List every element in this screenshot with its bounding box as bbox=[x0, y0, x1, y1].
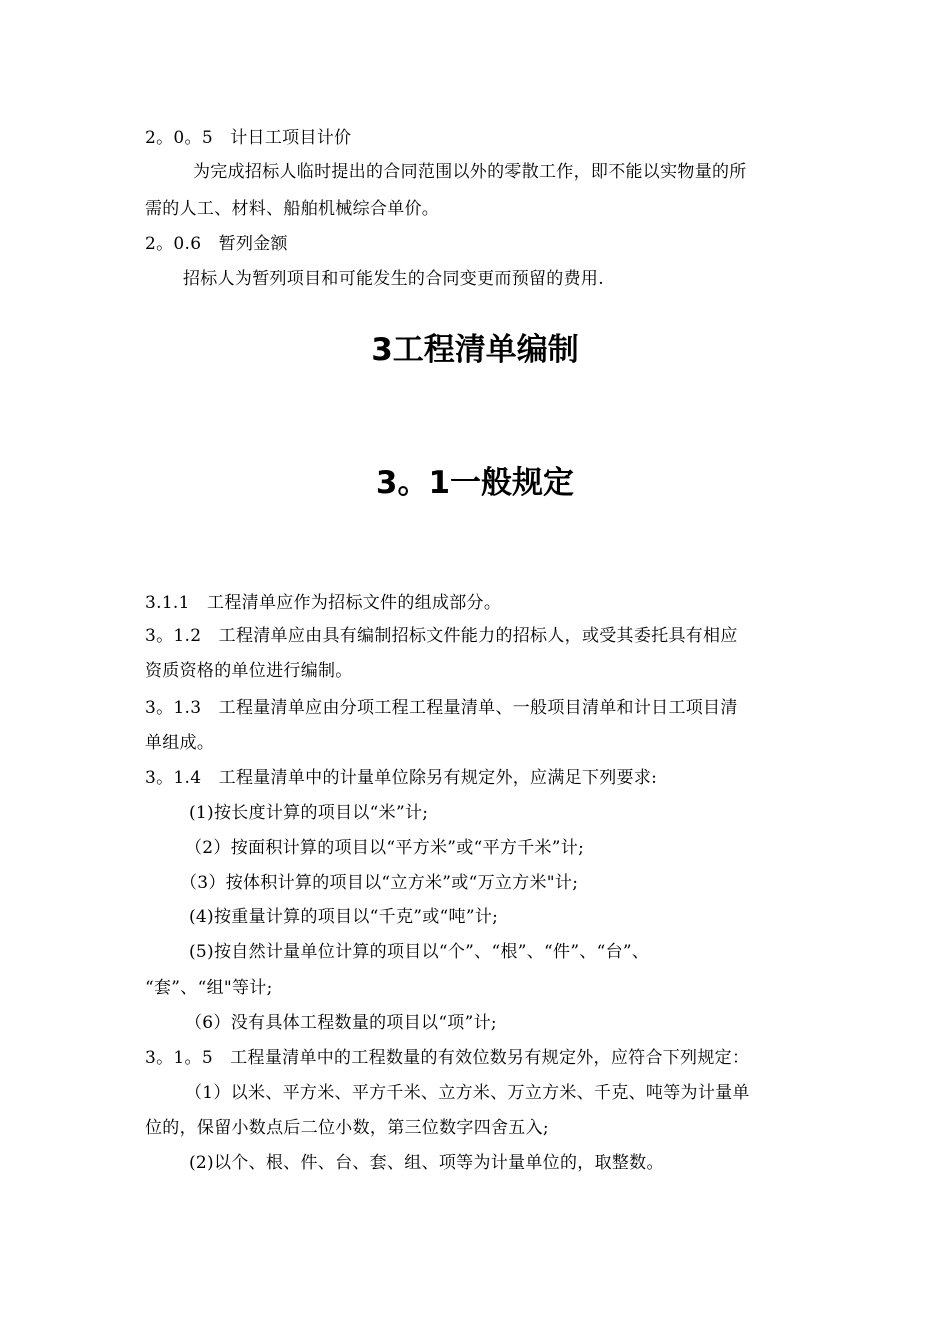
item-2-0-5-body-line-1: 为完成招标人临时提出的合同范围以外的零散工作，即不能以实物量的所 bbox=[193, 162, 747, 182]
requirement-1: (1)按长度计算的项目以“米”计; bbox=[189, 803, 429, 823]
requirement-5-line-2: “套”、“组"等计; bbox=[145, 978, 273, 998]
item-2-0-5-title: 2。0。5 计日工项目计价 bbox=[145, 128, 352, 148]
item-3-1-4: 3。1.4 工程量清单中的计量单位除另有规定外，应满足下列要求: bbox=[145, 768, 658, 788]
rule-1-line-2: 位的，保留小数点后二位小数，第三位数字四舍五入; bbox=[145, 1118, 549, 1138]
section-3-1-title: 3。1一般规定 bbox=[375, 465, 575, 501]
item-2-0-5-body-line-2: 需的人工、材料、船舶机械综合单价。 bbox=[145, 199, 440, 219]
item-3-1-5: 3。1。5 工程量清单中的工程数量的有效位数另有规定外，应符合下列规定： bbox=[145, 1048, 750, 1068]
item-3-1-3-line-1: 3。1.3 工程量清单应由分项工程工程量清单、一般项目清单和计日工项目清 bbox=[145, 698, 738, 718]
item-3-1-2-line-1: 3。1.2 工程清单应由具有编制招标文件能力的招标人，或受其委托具有相应 bbox=[145, 626, 738, 646]
item-2-0-6-title: 2。0.6 暂列金额 bbox=[145, 234, 288, 254]
requirement-3: （3）按体积计算的项目以“立方米”或“万立方米"计; bbox=[180, 873, 579, 893]
requirement-5-line-1: (5)按自然计量单位计算的项目以“个”、“根”、“件”、“台”、 bbox=[189, 942, 650, 962]
rule-2: (2)以个、根、件、台、套、组、项等为计量单位的，取整数。 bbox=[189, 1153, 664, 1173]
item-2-0-6-body: 招标人为暂列项目和可能发生的合同变更而预留的费用. bbox=[183, 269, 604, 289]
item-3-1-3-line-2: 单组成。 bbox=[145, 733, 215, 753]
requirement-2: （2）按面积计算的项目以“平方米”或“平方千米”计; bbox=[185, 838, 585, 858]
chapter-3-title: 3工程清单编制 bbox=[371, 332, 579, 368]
rule-1-line-1: （1）以米、平方米、平方千米、立方米、万立方米、千克、吨等为计量单 bbox=[185, 1083, 750, 1103]
item-3-1-2-line-2: 资质资格的单位进行编制。 bbox=[145, 661, 353, 681]
item-3-1-1: 3.1.1 工程清单应作为招标文件的组成部分。 bbox=[145, 593, 502, 613]
requirement-4: (4)按重量计算的项目以“千克”或“吨”计; bbox=[189, 907, 499, 927]
requirement-6: （6）没有具体工程数量的项目以“项”计; bbox=[185, 1013, 497, 1033]
